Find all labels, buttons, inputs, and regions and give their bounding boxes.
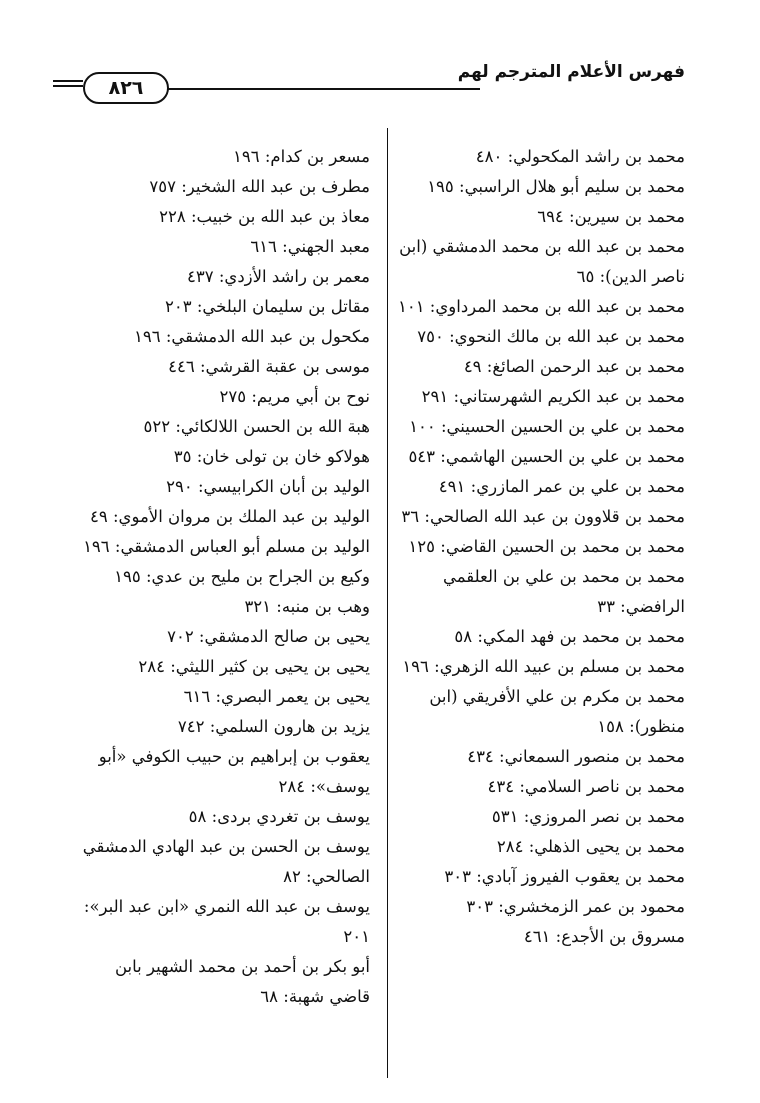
header-ornament-lines bbox=[53, 80, 83, 90]
index-entry: يحيى بن صالح الدمشقي: ٧٠٢ bbox=[167, 627, 370, 646]
header-rule bbox=[155, 88, 480, 90]
index-entry: محمد بن منصور السمعاني: ٤٣٤ bbox=[467, 747, 685, 766]
index-entry: وهب بن منبه: ٣٢١ bbox=[244, 597, 370, 616]
index-entry: محمد بن يعقوب الفيروز آبادي: ٣٠٣ bbox=[444, 867, 685, 886]
index-entry: هولاكو خان بن تولى خان: ٣٥ bbox=[173, 447, 370, 466]
running-title: فهرس الأعلام المترجم لهم bbox=[457, 62, 685, 82]
index-entry: معاذ بن عبد الله بن خبيب: ٢٢٨ bbox=[159, 207, 370, 226]
index-entry: أبو بكر بن أحمد بن محمد الشهير بابن قاضي شهبة: ٦٨ bbox=[115, 957, 370, 1006]
index-entry: يوسف بن تغردي بردى: ٥٨ bbox=[188, 807, 370, 826]
index-entry: محمد بن قلاوون بن عبد الله الصالحي: ٣٦ bbox=[401, 507, 685, 526]
index-entry: الوليد بن أبان الكرابيسي: ٢٩٠ bbox=[166, 477, 370, 496]
index-entry: محمد بن راشد المكحولي: ٤٨٠ bbox=[475, 147, 685, 166]
page-header bbox=[55, 58, 685, 108]
index-entry: يوسف بن الحسن بن عبد الهادي الدمشقي الصالحي: ٨٢ bbox=[82, 837, 370, 886]
index-entry: مقاتل بن سليمان البلخي: ٢٠٣ bbox=[165, 297, 370, 316]
index-entry: محمد بن عبد الكريم الشهرستاني: ٢٩١ bbox=[421, 387, 685, 406]
index-entry: نوح بن أبي مريم: ٢٧٥ bbox=[219, 387, 370, 406]
index-entry: محمد بن مكرم بن علي الأفريقي (ابن منظور): ١٥٨ bbox=[429, 687, 685, 736]
index-entry: معبد الجهني: ٦١٦ bbox=[250, 237, 370, 256]
index-entry: محمد بن علي بن الحسين الحسيني: ١٠٠ bbox=[409, 417, 685, 436]
index-entry: محمد بن عبد الرحمن الصائغ: ٤٩ bbox=[463, 357, 685, 376]
index-entry: مكحول بن عبد الله الدمشقي: ١٩٦ bbox=[134, 327, 370, 346]
index-entry: محمد بن محمد بن فهد المكي: ٥٨ bbox=[454, 627, 685, 646]
index-entry: هبة الله بن الحسن اللالكائي: ٥٢٢ bbox=[143, 417, 370, 436]
index-entry: يوسف بن عبد الله النمري «ابن عبد البر»: ٢٠١ bbox=[83, 897, 370, 946]
index-entry: الوليد بن عبد الملك بن مروان الأموي: ٤٩ bbox=[89, 507, 370, 526]
index-entry: يزيد بن هارون السلمي: ٧٤٢ bbox=[177, 717, 370, 736]
index-entry: يحيى بن يحيى بن كثير الليثي: ٢٨٤ bbox=[138, 657, 370, 676]
index-entry: يحيى بن يعمر البصري: ٦١٦ bbox=[183, 687, 370, 706]
index-entry: موسى بن عقبة القرشي: ٤٤٦ bbox=[168, 357, 370, 376]
index-column-left bbox=[70, 142, 370, 1012]
index-entry: محمد بن مسلم بن عبيد الله الزهري: ١٩٦ bbox=[402, 657, 685, 676]
index-entry: مسروق بن الأجدع: ٤٦١ bbox=[523, 927, 685, 946]
index-entry: معمر بن راشد الأزدي: ٤٣٧ bbox=[187, 267, 370, 286]
index-entry: محمود بن عمر الزمخشري: ٣٠٣ bbox=[466, 897, 685, 916]
index-entry: محمد بن علي بن عمر المازري: ٤٩١ bbox=[438, 477, 685, 496]
index-entry: مطرف بن عبد الله الشخير: ٧٥٧ bbox=[149, 177, 370, 196]
index-column-right bbox=[385, 142, 685, 952]
index-entry: محمد بن علي بن الحسين الهاشمي: ٥٤٣ bbox=[408, 447, 685, 466]
index-body bbox=[70, 142, 685, 1072]
index-entry: محمد بن نصر المروزي: ٥٣١ bbox=[491, 807, 685, 826]
index-entry: محمد بن عبد الله بن مالك النحوي: ٧٥٠ bbox=[417, 327, 685, 346]
index-entry: الوليد بن مسلم أبو العباس الدمشقي: ١٩٦ bbox=[83, 537, 370, 556]
index-entry: محمد بن يحيى الذهلي: ٢٨٤ bbox=[496, 837, 685, 856]
index-entry: محمد بن سليم أبو هلال الراسبي: ١٩٥ bbox=[427, 177, 685, 196]
index-entry: محمد بن عبد الله بن محمد الدمشقي (ابن ناصر الدين): ٦٥ bbox=[399, 237, 685, 286]
index-entry: مسعر بن كدام: ١٩٦ bbox=[233, 147, 370, 166]
index-entry: محمد بن محمد بن الحسين القاضي: ١٢٥ bbox=[408, 537, 685, 556]
page-number: ٨٢٦ bbox=[83, 72, 169, 104]
index-entry: يعقوب بن إبراهيم بن حبيب الكوفي «أبو يوسف»: ٢٨٤ bbox=[98, 747, 370, 796]
index-entry: وكيع بن الجراح بن مليح بن عدي: ١٩٥ bbox=[114, 567, 370, 586]
index-entry: محمد بن عبد الله بن محمد المرداوي: ١٠١ bbox=[397, 297, 685, 316]
index-entry: محمد بن سيرين: ٦٩٤ bbox=[537, 207, 685, 226]
index-entry: محمد بن ناصر السلامي: ٤٣٤ bbox=[487, 777, 685, 796]
index-entry: محمد بن محمد بن علي بن العلقمي الرافضي: ٣٣ bbox=[442, 567, 685, 616]
